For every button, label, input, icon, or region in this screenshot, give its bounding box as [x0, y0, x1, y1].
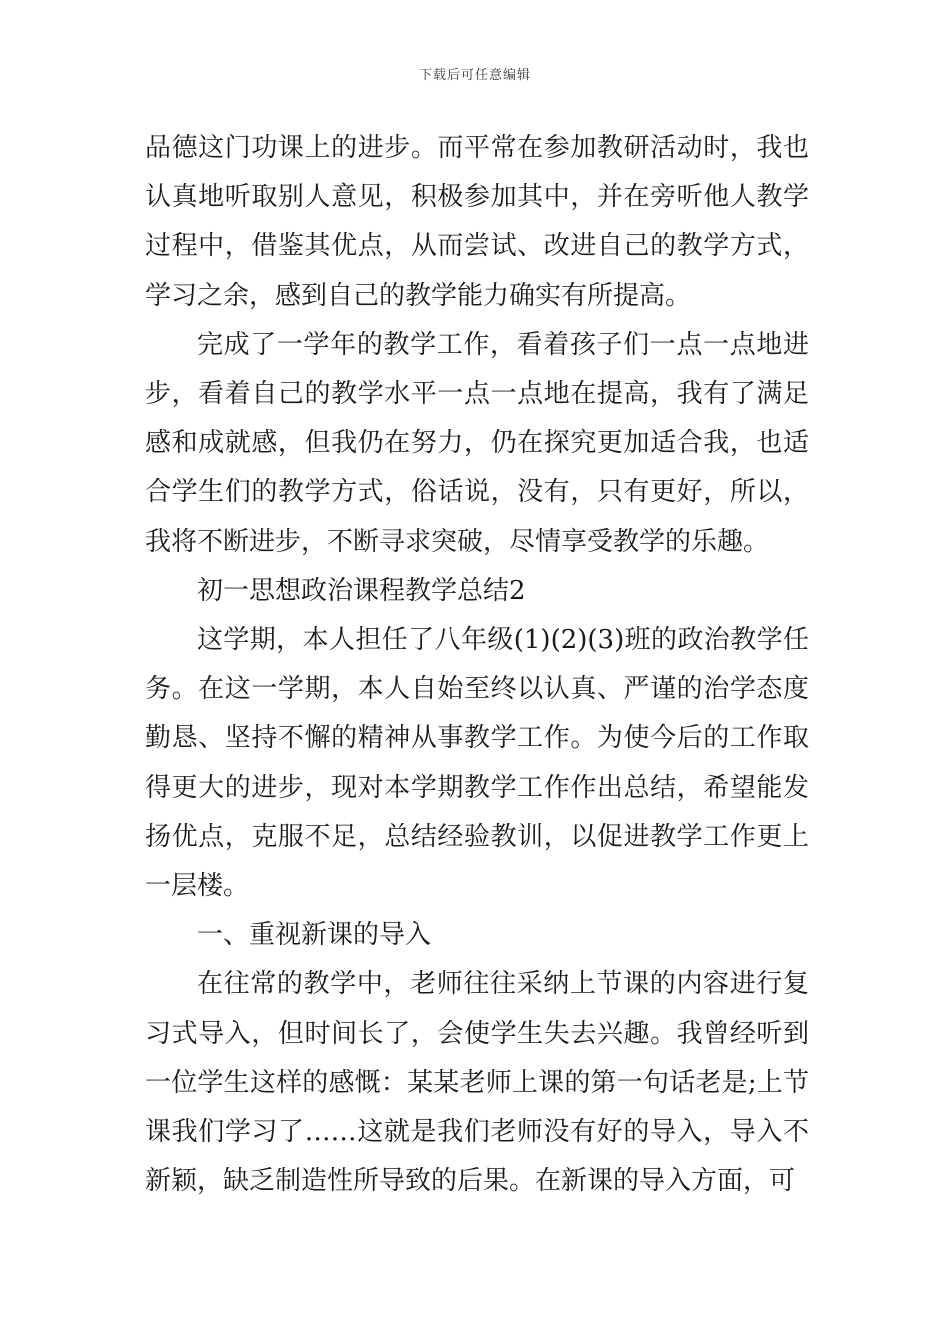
paragraph-continuation: 品德这门功课上的进步。而平常在参加教研活动时，我也认真地听取别人意见，积极参加其中，并在旁听他人教学过程中，借鉴其优点，从而尝试、改进自己的教学方式，学习之余，感到自己的教学能力确实有所提高。	[145, 133, 809, 311]
document-body	[145, 124, 809, 1206]
paragraph-intro: 这学期，本人担任了八年级(1)(2)(3)班的政治教学任务。在这一学期，本人自始至终以认真、严谨的治学态度勤恳、坚持不懈的精神从事教学工作。为使今后的工作取得更大的进步，现对本学期教学工作作出总结，希望能发扬优点，克服不足，总结经验教训，以促进教学工作更上一层楼。	[145, 625, 809, 902]
paragraph-new-lesson: 在往常的教学中，老师往往采纳上节课的内容进行复习式导入，但时间长了，会使学生失去兴趣。我曾经听到一位学生这样的感慨：某某老师上课的第一句话老是;上节课我们学习了……这就是我们老师没有好的导入，导入不新颖，缺乏制造性所导致的后果。在新课的导入方面，可	[145, 969, 809, 1197]
paragraph-conclusion: 完成了一学年的教学工作，看着孩子们一点一点地进步，看着自己的教学水平一点一点地在提高，我有了满足感和成就感，但我仍在努力，仍在探究更加适合我，也适合学生们的教学方式，俗话说，没有，只有更好，所以，我将不断进步，不断寻求突破，尽情享受教学的乐趣。	[145, 329, 809, 557]
section-title: 初一思想政治课程教学总结2	[197, 575, 526, 606]
subheading-new-lesson-intro: 一、重视新课的导入	[197, 920, 432, 951]
header-note: 下载后可任意编辑	[418, 68, 531, 83]
